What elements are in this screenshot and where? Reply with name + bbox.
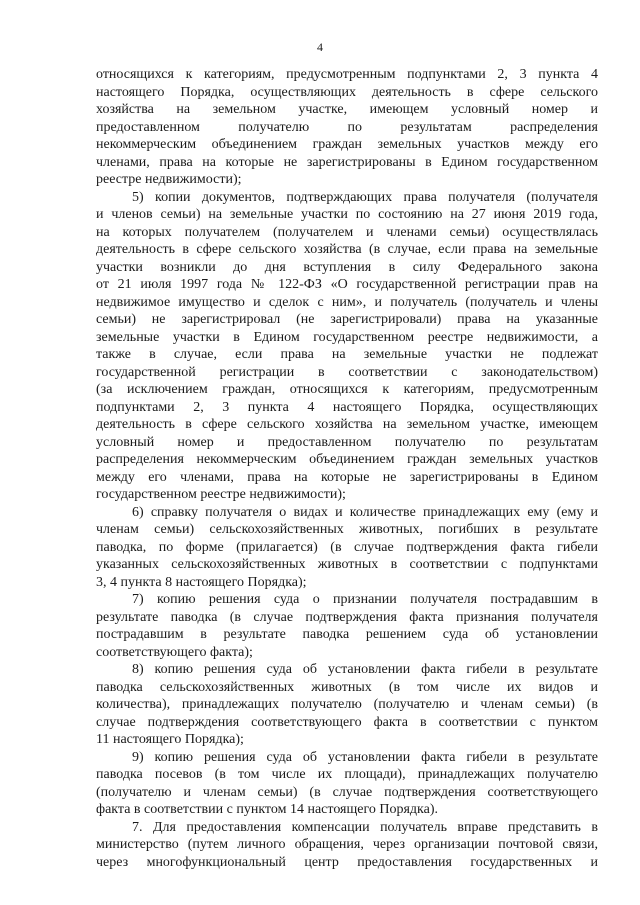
text-line: земельные участки в Едином государственном реестре недвижимости, а [96,329,598,345]
paragraph-item-5 [96,189,598,504]
text-line: реестре недвижимости); [96,172,242,187]
text-line: министерство (путем личного обращения, через организации почтовой связи, [96,837,598,852]
text-line: участки возникли до дня вступления в силу Федерального закона [96,259,598,275]
text-line: членами, права на которые не зарегистрированы в Едином государственном [96,154,598,170]
text-line: государственной регистрации в соответствии с законодательством) [96,364,598,380]
text-line: паводка посевов (в том числе их площади), принадлежащих получателю [96,767,598,782]
text-line: распределения некоммерческим объединением граждан земельных участков [96,452,598,467]
text-line: от 21 июля 1997 года № 122-ФЗ «О государственной регистрации прав на [96,277,598,292]
text-line: семьи) не зарегистрировал (не зарегистрировали) права на указанные [96,312,598,327]
text-line: деятельность в сфере сельского хозяйства на земельном участке, имеющем [96,417,598,432]
text-line: количества), принадлежащих получателю (получателю и членам семьи) (в [96,697,598,712]
text-line: паводка, по форме (прилагается) (в случае подтверждения факта гибели [96,539,598,555]
text-line: 8) копию решения суда об установлении факта гибели в результате [132,662,598,677]
text-line: 7) копию решения суда о признании получателя пострадавшим в [132,592,598,607]
text-line: 6) справку получателя о видах и количестве принадлежащих ему (ему и [132,504,598,520]
text-line: пострадавшим в результате паводка решением суда об установлении [96,627,598,642]
text-line: настоящего Порядка, осуществляющих деятельность в сфере сельского [96,84,598,100]
paragraph-section-7 [96,819,598,872]
text-line: через многофункциональный центр предоставления государственных и [96,854,598,870]
text-line: предоставленном получателю по результатам распределения [96,119,598,135]
text-line: указанных сельскохозяйственных животных в соответствии с подпунктами [96,557,598,572]
text-line: и членов семьи) на земельные участки по состоянию на 27 июня 2019 года, [96,207,598,222]
text-line: государственном реестре недвижимости); [96,487,346,502]
text-line: соответствующего факта); [96,644,253,660]
text-line: условный номер и предоставленном получателю по результатам [96,434,598,450]
text-line: на которых получателем (получателем и членами семьи) осуществлялась [96,224,598,240]
page-number: 4 [317,40,323,54]
text-line: подпунктами 2, 3 пункта 4 настоящего Порядка, осуществляющих [96,399,598,415]
text-line: членам семьи) сельскохозяйственных животных, погибших в результате [96,522,598,537]
text-line: 7. Для предоставления компенсации получатель вправе представить в [132,819,598,835]
text-line: хозяйства на земельном участке, имеющем условный номер и [96,102,598,117]
text-line: паводка сельскохозяйственных животных (в том числе их видов и [96,679,598,695]
text-line: 5) копии документов, подтверждающих права получателя (получателя [132,189,598,205]
text-line: относящихся к категориям, предусмотренным подпунктами 2, 3 пункта 4 [96,67,598,82]
text-line: между его членами, права на которые не зарегистрированы в Едином [96,469,598,485]
paragraph-item-8 [96,661,598,749]
paragraph-continuation [96,66,598,189]
text-line: (за исключением граждан, относящихся к категориям, предусмотренным [96,382,598,397]
text-line: результате паводка (в случае подтверждения факта признания получателя [96,609,598,625]
text-line: недвижимое имущество и сделок с ним», и получатель (получатель и члены [96,294,598,310]
text-line: 3, 4 пункта 8 настоящего Порядка); [96,574,307,590]
paragraph-item-7 [96,591,598,661]
text-line: случае подтверждения соответствующего факта в соответствии с пунктом [96,714,598,730]
text-line: некоммерческим объединением граждан земельных участков между его [96,137,598,152]
text-line: 9) копию решения суда об установлении факта гибели в результате [132,749,598,765]
paragraph-item-9 [96,749,598,819]
text-line: (получателю и членам семьи) (в случае подтверждения соответствующего [96,784,598,800]
text-line: также в случае, если права на земельные участки не подлежат [96,347,598,362]
document-body [96,66,598,871]
text-line: деятельность в сфере сельского хозяйства (в случае, если права на земельные [96,242,598,257]
paragraph-item-6 [96,504,598,592]
text-line: 11 настоящего Порядка); [96,732,244,747]
text-line: факта в соответствии с пунктом 14 настоящего Порядка). [96,802,439,817]
